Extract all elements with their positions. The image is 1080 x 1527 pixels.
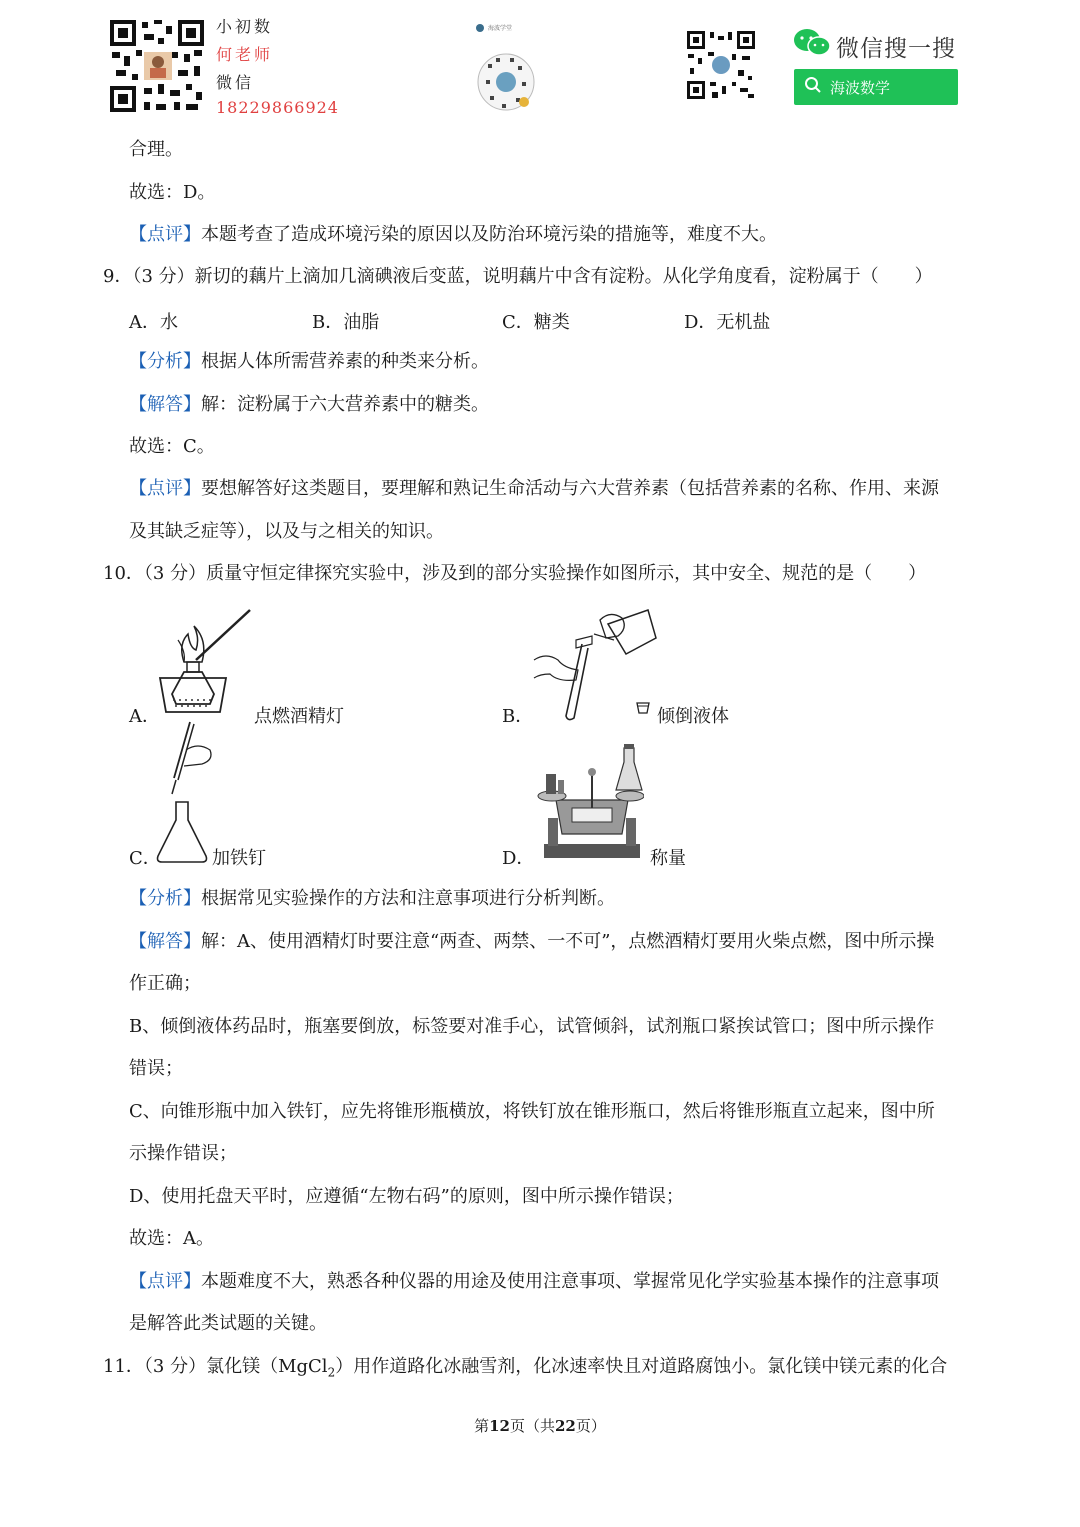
q11-stem-part-b: ）用作道路化冰融雪剂，化冰速率快且对道路腐蚀小。氯化镁中镁元素的化合 bbox=[335, 1356, 948, 1377]
analysis-text: 根据常见实验操作的方法和注意事项进行分析判断。 bbox=[201, 888, 615, 909]
q10-review-cont: 是解答此类试题的关键。 bbox=[129, 1313, 327, 1334]
q10-option-a-caption: 点燃酒精灯 bbox=[254, 706, 344, 727]
contact-line-1: 小初数 bbox=[216, 17, 274, 36]
q9-analysis bbox=[129, 350, 489, 374]
page-footer bbox=[0, 1415, 1080, 1436]
q10-answer bbox=[129, 930, 934, 954]
qr-code-center bbox=[474, 20, 538, 116]
q10-analysis bbox=[129, 887, 615, 911]
contact-line-3: 微信 bbox=[216, 73, 255, 92]
answer-tag: 【解答】 bbox=[129, 394, 201, 415]
review-text: 本题难度不大，熟悉各种仪器的用途及使用注意事项、掌握常见化学实验基本操作的注意事项 bbox=[201, 1271, 939, 1292]
review-tag: 【点评】 bbox=[129, 1271, 201, 1292]
q10-answer-c: C、向锥形瓶中加入铁钉，应先将锥形瓶横放，将铁钉放在锥形瓶口，然后将锥形瓶直立起来，图中所 bbox=[129, 1101, 935, 1122]
q11-subscript: 2 bbox=[327, 1365, 336, 1380]
page-total: 22 bbox=[555, 1417, 576, 1435]
wechat-search-button[interactable] bbox=[794, 69, 958, 105]
page-number: 12 bbox=[489, 1417, 510, 1435]
contact-line-2: 何老师 bbox=[216, 45, 274, 64]
wechat-search-title: 微信搜一搜 bbox=[836, 36, 956, 62]
review-tag: 【点评】 bbox=[129, 478, 201, 499]
q8-review bbox=[129, 223, 777, 247]
q10-option-c-letter: C． bbox=[129, 848, 161, 869]
q9-option-d: D．无机盐 bbox=[684, 312, 771, 333]
q9-review-cont: 及其缺乏症等），以及与之相关的知识。 bbox=[129, 521, 444, 542]
q9-choice: 故选：C。 bbox=[129, 436, 215, 457]
q10-option-c-caption: 加铁钉 bbox=[212, 848, 266, 869]
figure-adding-nail bbox=[156, 720, 220, 866]
q10-choice: 故选：A。 bbox=[129, 1228, 214, 1249]
analysis-text: 根据人体所需营养素的种类来分析。 bbox=[201, 351, 489, 372]
q10-option-b-letter: B． bbox=[502, 706, 534, 727]
qr-code-right bbox=[686, 30, 756, 100]
answer-text: 解：淀粉属于六大营养素中的糖类。 bbox=[201, 394, 489, 415]
q11-stem-part-a: 11．（3 分）氯化镁（MgCl bbox=[103, 1356, 328, 1377]
wechat-logo-icon bbox=[792, 28, 832, 58]
q10-answer-c-cont: 示操作错误； bbox=[129, 1143, 237, 1164]
review-tag: 【点评】 bbox=[129, 224, 201, 245]
q10-option-a-letter: A． bbox=[129, 706, 160, 727]
stopper-icon bbox=[636, 700, 650, 716]
answer-tag: 【解答】 bbox=[129, 931, 201, 952]
review-text: 本题考查了造成环境污染的原因以及防治环境污染的措施等，难度不大。 bbox=[201, 224, 777, 245]
footer-suffix: 页） bbox=[575, 1417, 606, 1435]
analysis-tag: 【分析】 bbox=[129, 351, 201, 372]
center-small-text: 海波学堂 bbox=[488, 25, 513, 32]
search-button-label: 海波数学 bbox=[830, 78, 891, 97]
q10-option-d-caption: 称量 bbox=[650, 848, 686, 869]
q10-review bbox=[129, 1270, 939, 1294]
q9-option-b: B．油脂 bbox=[312, 312, 380, 333]
q10-answer-b: B、倾倒液体药品时，瓶塞要倒放，标签要对准手心，试管倾斜，试剂瓶口紧挨试管口；图中所示操作 bbox=[129, 1016, 935, 1037]
footer-mid: 页（共 bbox=[509, 1417, 555, 1435]
q10-option-d-letter: D． bbox=[502, 848, 535, 869]
q10-answer-cont: 作正确； bbox=[129, 973, 201, 994]
analysis-tag: 【分析】 bbox=[129, 888, 201, 909]
text-line: 合理。 bbox=[129, 139, 183, 160]
search-icon bbox=[804, 76, 822, 98]
figure-balance-scale bbox=[530, 744, 644, 862]
q9-option-a: A．水 bbox=[129, 312, 178, 333]
answer-text: 解：A、使用酒精灯时要注意“两查、两禁、一不可”，点燃酒精灯要用火柴点燃，图中所示操 bbox=[201, 931, 935, 952]
q9-answer bbox=[129, 393, 489, 417]
q11-stem bbox=[103, 1355, 947, 1385]
qr-code-left bbox=[108, 18, 206, 114]
footer-prefix: 第 bbox=[474, 1417, 490, 1435]
q10-answer-d: D、使用托盘天平时，应遵循“左物右码”的原则，图中所示操作错误； bbox=[129, 1186, 684, 1207]
q10-stem: 10．（3 分）质量守恒定律探究实验中，涉及到的部分实验操作如图所示，其中安全、规范的是（ ） bbox=[103, 563, 927, 584]
q10-option-b-caption: 倾倒液体 bbox=[657, 706, 729, 727]
review-text: 要想解答好这类题目，要理解和熟记生命活动与六大营养素（包括营养素的名称、作用、来源 bbox=[201, 478, 939, 499]
q9-option-c: C．糖类 bbox=[502, 312, 570, 333]
text-line: 故选：D。 bbox=[129, 182, 216, 203]
q9-review bbox=[129, 477, 939, 501]
q10-answer-b-cont: 错误； bbox=[129, 1058, 183, 1079]
figure-alcohol-lamp bbox=[156, 604, 256, 720]
contact-phone: 18229866924 bbox=[216, 98, 339, 117]
q9-stem: 9．（3 分）新切的藕片上滴加几滴碘液后变蓝，说明藕片中含有淀粉。从化学角度看，淀粉属于（ ） bbox=[103, 266, 933, 287]
